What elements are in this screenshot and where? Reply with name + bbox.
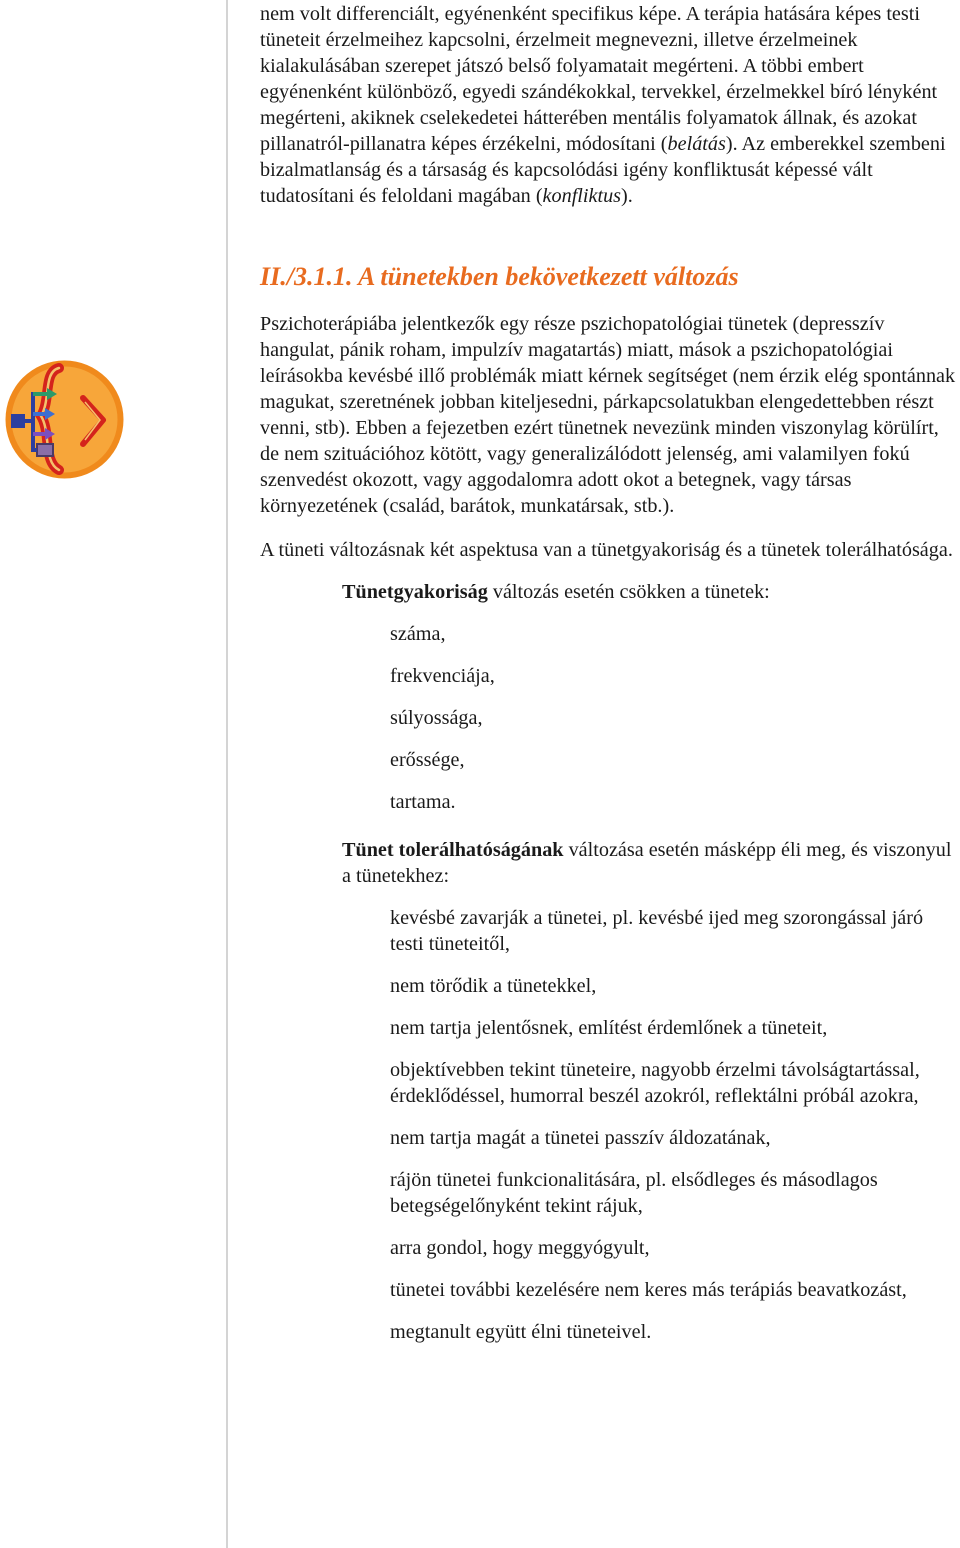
intro-text-1: nem volt differenciált, egyénenként specifikus képe. A terápia hatására képes testi tüneteit érzelmeihez kapcsolni, érzelmeit megnevezni, illetve érzelmeinek kialakulásában szerepet játszó belső folyamatait megérteni. A többi embert egyénenként különböző, egyedi szándékokkal, tervekkel, érzelmekkel bíró lényként megérteni, akiknek cselekedetei hátterében mentális folyamatok állnak, és azokat pillanatról-pillanatra képes érzékelni, módosítani ( (260, 3, 938, 155)
list-item: erőssége, (390, 749, 465, 771)
list-item: tartama. (390, 791, 456, 813)
list-item: megtanult együtt élni tüneteivel. (390, 1321, 652, 1343)
list-item: tünetei további kezelésére nem keres más terápiás beavatkozást, (390, 1279, 907, 1301)
section-paragraph-2: A tüneti változásnak két aspektusa van a tünetgyakoriság és a tünetek tolerálhatósága. (260, 539, 953, 561)
tolerance-lead-text: változása esetén másképp éli meg, és viszonyul a tünetekhez: (342, 839, 952, 887)
intro-term-belatas: belátás (667, 133, 726, 155)
section-heading: II./3.1.1. A tünetekben bekövetkezett változás (260, 262, 739, 291)
tolerance-list (390, 905, 958, 1345)
structure-diagram-logo-icon (3, 358, 126, 481)
list-item: nem törődik a tünetekkel, (390, 975, 597, 997)
frequency-list (390, 621, 958, 815)
list-item: arra gondol, hogy meggyógyult, (390, 1237, 650, 1259)
list-item: objektívebben tekint tüneteire, nagyobb érzelmi távolságtartással, érdeklődéssel, humorral beszél azokról, reflektálni próbál azokra, (390, 1059, 920, 1107)
list-item: rájön tünetei funkcionalitására, pl. elsődleges és másodlagos betegségelőnyként tekint rájuk, (390, 1169, 878, 1217)
tolerance-lead (342, 837, 958, 889)
list-item: száma, (390, 623, 446, 645)
list-item: kevésbé zavarják a tünetei, pl. kevésbé ijed meg szorongással járó testi tüneteitől, (390, 907, 924, 955)
list-item: nem tartja magát a tünetei passzív áldozatának, (390, 1127, 771, 1149)
frequency-lead-text: változás esetén csökken a tünetek: (487, 581, 770, 603)
frequency-term: Tünetgyakoriság (342, 581, 488, 603)
section-paragraph-1: Pszichoterápiába jelentkezők egy része pszichopatológiai tünetek (depresszív hangulat, pánik roham, impulzív magatartás) miatt, mások a pszichopatológiai leírásokba kevésbé illő problémák miatt kérnek segítséget (nem érzik elég spontánnak magukat, szeretnének jobban kiteljesedni, párkapcsolatukban elengedettebben részt venni, stb). Ebben a fejezetben ezért tünetnek nevezünk minden viszonylag körülírt, de nem szituációhoz kötött, vagy generalizálódott jelenség, ami valamilyen fokú szenvedést okozott, vagy aggodalomra adott okot a betegnek, vagy társas környezetének (család, barátok, munkatársak, stb.). (260, 313, 956, 517)
intro-term-konfliktus: konfliktus (542, 185, 622, 207)
list-item: súlyossága, (390, 707, 483, 729)
list-item: frekvenciája, (390, 665, 495, 687)
list-item: nem tartja jelentősnek, említést érdemlőnek a tüneteit, (390, 1017, 828, 1039)
tolerance-term: Tünet tolerálhatóságának (342, 839, 564, 861)
intro-text-3: ). (621, 185, 633, 207)
intro-text-2: ). Az emberekkel szembeni bizalmatlanság és a társaság és kapcsolódási igény konfliktusát képessé vált tudatosítani és feloldani magában ( (260, 133, 946, 207)
frequency-lead (342, 579, 958, 605)
page-margin-rule (226, 0, 228, 1548)
document-body (260, 0, 958, 1345)
intro-paragraph (260, 1, 958, 209)
